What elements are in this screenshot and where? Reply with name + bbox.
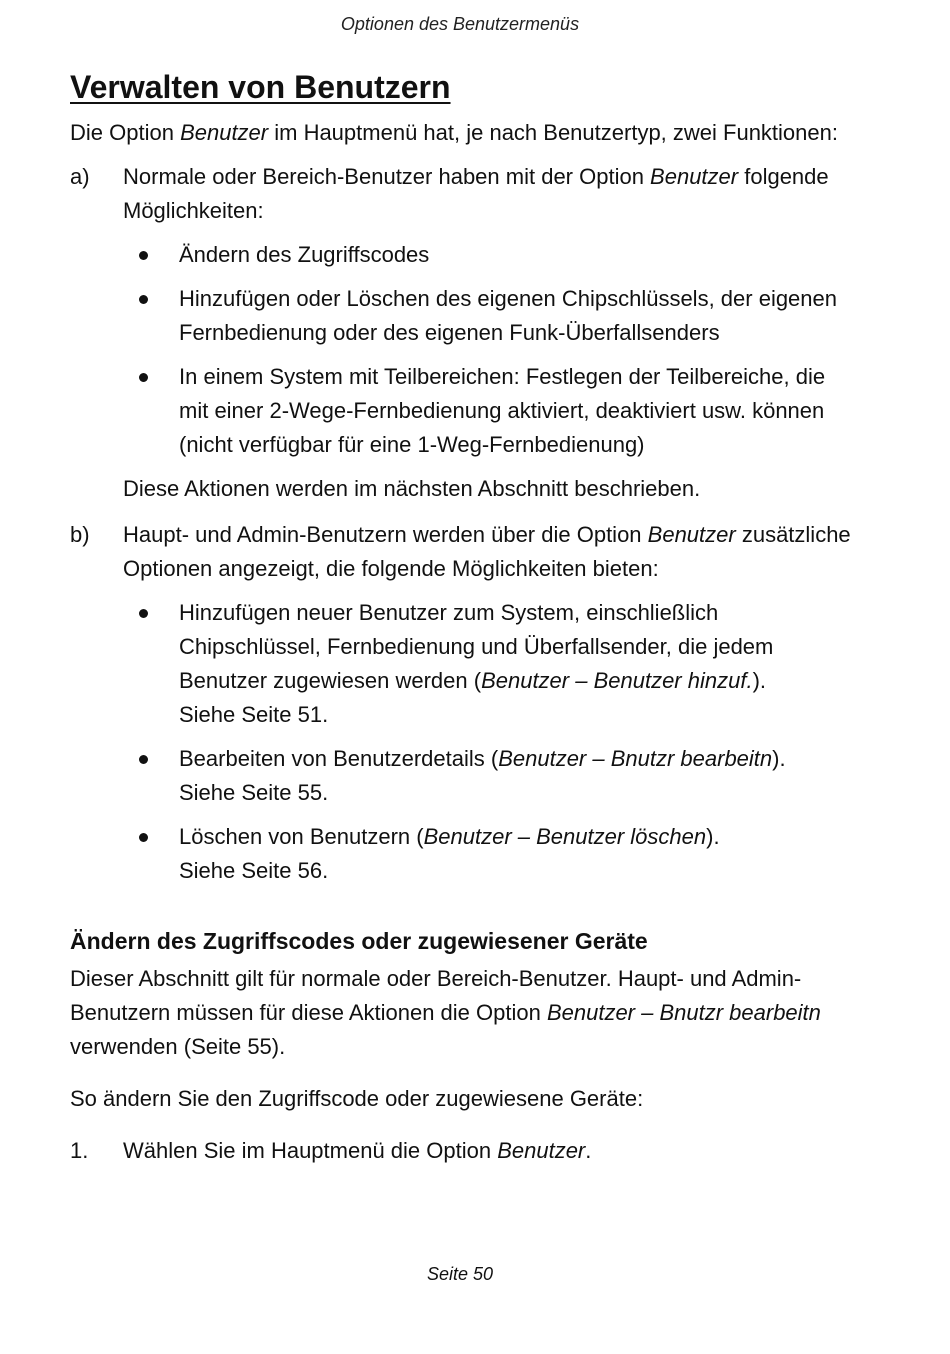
intro-paragraph: Die Option Benutzer im Hauptmenü hat, je nach Benutzertyp, zwei Funktionen: xyxy=(70,120,838,145)
step-1-text: Wählen Sie im Hauptmenü die Option Benutzer. xyxy=(123,1138,592,1163)
bullet-icon xyxy=(139,295,148,304)
bullet-item: Ändern des Zugriffscodes xyxy=(123,238,860,272)
page-number: Seite 50 xyxy=(426,1264,494,1284)
bullet-icon xyxy=(139,373,148,382)
item-b-text: Haupt- und Admin-Benutzern werden über die Option Benutzer zusätzliche Optionen angezeigt, die folgende Möglichkeiten bieten: xyxy=(123,522,851,581)
list-item-b xyxy=(70,518,860,888)
section2-paragraph: Dieser Abschnitt gilt für normale oder Bereich-Benutzer. Haupt- und Admin-Benutzern müssen für diese Aktionen die Option Benutzer – Bnutzr bearbeitn verwenden (Seite 55). xyxy=(70,966,821,1059)
list-item-a xyxy=(70,160,860,506)
bullet-item: Löschen von Benutzern (Benutzer – Benutzer löschen). Siehe Seite 56. xyxy=(123,820,860,888)
page-reference: Siehe Seite 51. xyxy=(179,702,329,727)
item-marker-b: b) xyxy=(70,522,90,547)
bullet-item: Hinzufügen oder Löschen des eigenen Chipschlüssels, der eigenen Fernbedienung oder des eigenen Funk-Überfallsenders xyxy=(123,282,860,350)
page-content xyxy=(70,66,860,1168)
item-b-bullets xyxy=(123,596,860,888)
bullet-icon xyxy=(139,251,148,260)
bullet-item: In einem System mit Teilbereichen: Festlegen der Teilbereiche, die mit einer 2-Wege-Fernbedienung aktiviert, deaktiviert usw. können (nicht verfügbar für eine 1-Weg-Fernbedienung) xyxy=(123,360,860,462)
item-marker-a: a) xyxy=(70,164,90,189)
step-marker-1: 1. xyxy=(70,1138,89,1163)
item-a-bullets xyxy=(123,238,860,462)
step-item-1 xyxy=(70,1134,860,1168)
item-a-text: Normale oder Bereich-Benutzer haben mit der Option Benutzer folgende Möglichkeiten: xyxy=(123,164,829,223)
section2-instruction: So ändern Sie den Zugriffscode oder zugewiesene Geräte: xyxy=(70,1086,644,1111)
section-change-access-code xyxy=(70,924,860,1168)
bullet-item: Bearbeiten von Benutzerdetails (Benutzer – Bnutzr bearbeitn). Siehe Seite 55. xyxy=(123,742,860,810)
bullet-icon xyxy=(139,609,148,618)
section-title-manage-users: Verwalten von Benutzern xyxy=(70,69,451,105)
running-header: Optionen des Benutzermenüs xyxy=(340,14,580,34)
section-title-change-access-code: Ändern des Zugriffscodes oder zugewiesener Geräte xyxy=(70,928,648,954)
bullet-icon xyxy=(139,755,148,764)
bullet-icon xyxy=(139,833,148,842)
item-a-note: Diese Aktionen werden im nächsten Abschnitt beschrieben. xyxy=(123,476,701,501)
page-reference: Siehe Seite 56. xyxy=(179,858,329,883)
bullet-item: Hinzufügen neuer Benutzer zum System, einschließlich Chipschlüssel, Fernbedienung und Überfallsender, die jedem Benutzer zugewiesen werden (Benutzer – Benutzer hinzuf.). Siehe Seite 51. xyxy=(123,596,860,732)
page-reference: Siehe Seite 55. xyxy=(179,780,329,805)
